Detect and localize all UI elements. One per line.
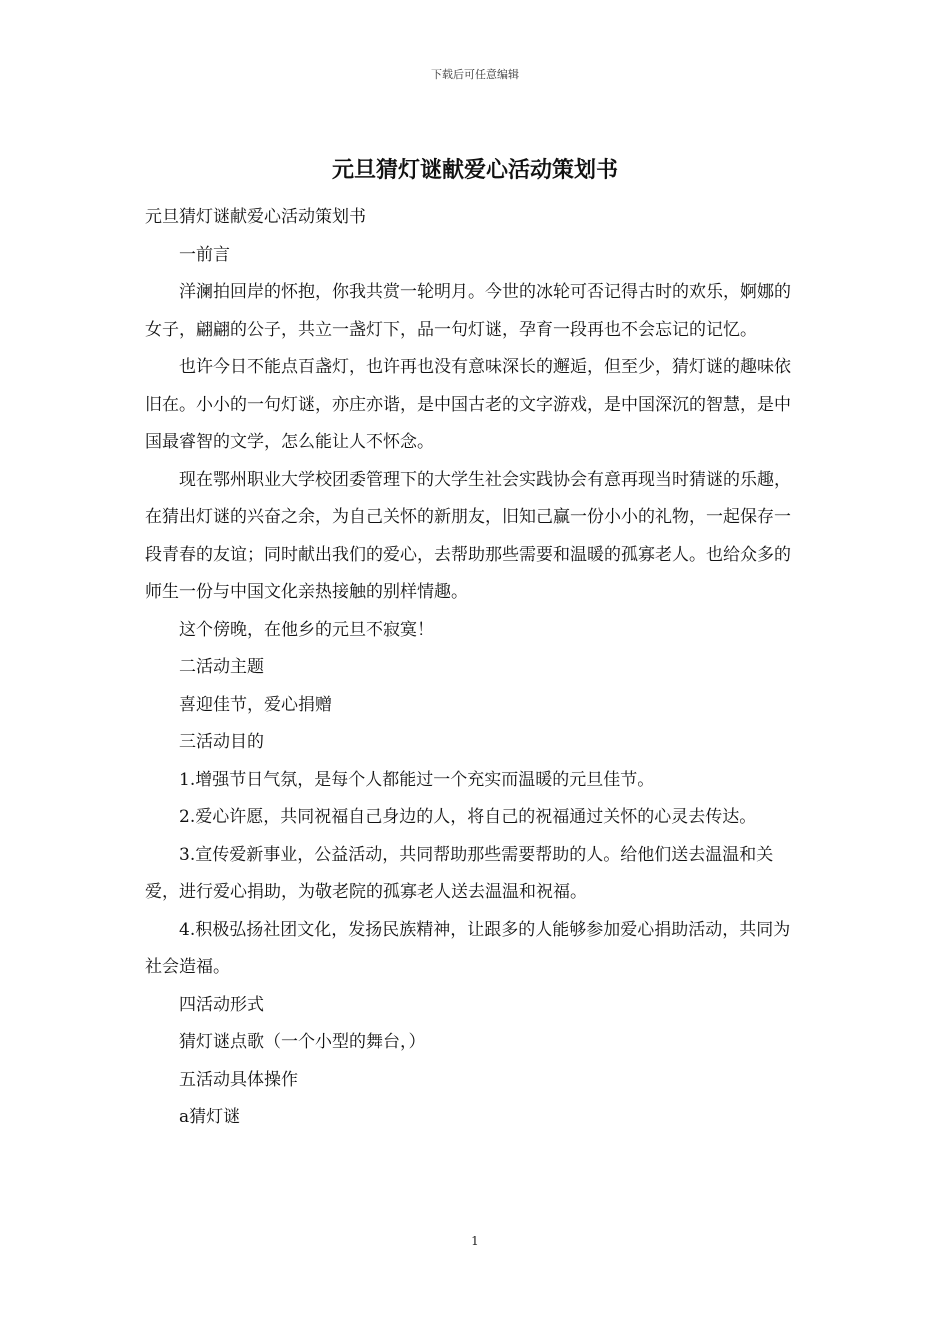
list-item: 4.积极弘扬社团文化，发扬民族精神，让跟多的人能够参加爱心捐助活动，共同为社会造福。: [145, 919, 791, 977]
paragraph: a猜灯谜: [179, 1107, 241, 1127]
section-heading-theme: 二活动主题: [179, 657, 264, 677]
paragraph: 洋澜拍回岸的怀抱，你我共赏一轮明月。今世的冰轮可否记得古时的欢乐，婀娜的女子，翩翩的公子，共立一盏灯下，品一句灯谜，孕育一段再也不会忘记的记忆。: [145, 282, 791, 340]
header-note: 下载后可任意编辑: [431, 68, 519, 81]
list-item: 1.增强节日气氛，是每个人都能过一个充实而温暖的元旦佳节。: [179, 769, 655, 790]
paragraph: 猜灯谜点歌（一个小型的舞台，）: [179, 1032, 426, 1052]
paragraph: 现在鄂州职业大学校团委管理下的大学生社会实践协会有意再现当时猜谜的乐趣，在猜出灯谜的兴奋之余，为自己关怀的新朋友，旧知己赢一份小小的礼物，一起保存一段青春的友谊；同时献出我们的爱心，去帮助那些需要和温暖的孤寡老人。也给众多的师生一份与中国文化亲热接触的别样情趣。: [145, 469, 791, 602]
paragraph: 也许今日不能点百盏灯，也许再也没有意味深长的邂逅，但至少，猜灯谜的趣味依旧在。小小的一句灯谜，亦庄亦谐，是中国古老的文字游戏，是中国深沉的智慧，是中国最睿智的文学，怎么能让人不怀念。: [145, 357, 791, 452]
paragraph: 喜迎佳节，爱心捐赠: [179, 694, 332, 715]
document-title: 元旦猜灯谜献爱心活动策划书: [331, 157, 618, 183]
list-item: 3.宣传爱新事业，公益活动，共同帮助那些需要帮助的人。给他们送去温温和关爱，进行爱心捐助，为敬老院的孤寡老人送去温温和祝福。: [145, 844, 774, 902]
paragraph: 这个傍晚，在他乡的元旦不寂寞！: [179, 619, 434, 640]
section-heading-purpose: 三活动目的: [179, 732, 264, 752]
section-heading-preface: 一前言: [179, 244, 230, 265]
section-heading-form: 四活动形式: [179, 994, 264, 1015]
section-heading-operation: 五活动具体操作: [179, 1069, 298, 1090]
list-item: 2.爱心许愿，共同祝福自己身边的人，将自己的祝福通过关怀的心灵去传达。: [179, 807, 757, 827]
document-subtitle: 元旦猜灯谜献爱心活动策划书: [145, 207, 366, 227]
page-number: 1: [471, 1234, 479, 1248]
document-body: [145, 199, 807, 1137]
